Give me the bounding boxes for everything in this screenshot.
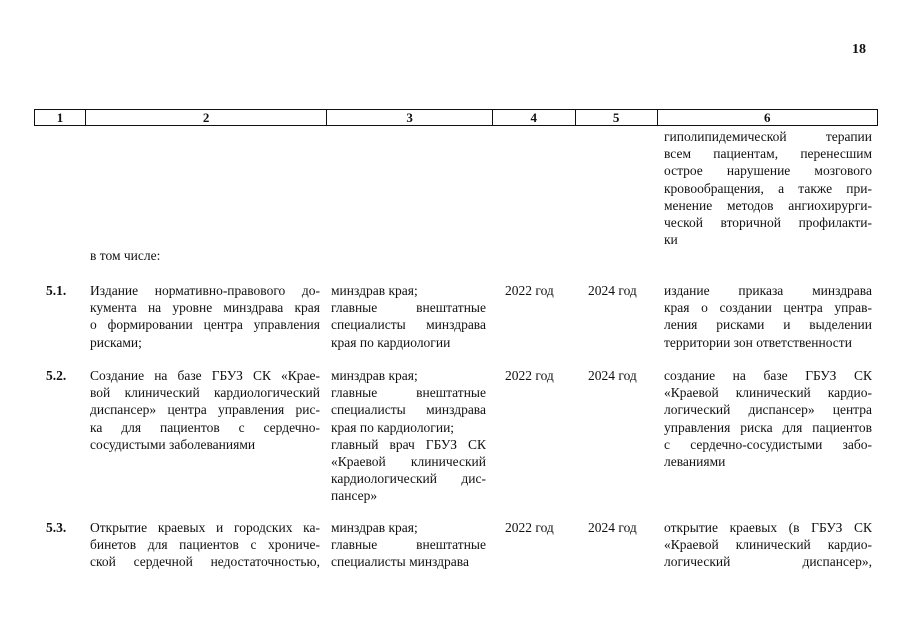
text-line: края по кардиологии (331, 334, 451, 350)
text-line: открытие краевых (в ГБУЗ СК (664, 520, 872, 535)
header-col-5: 5 (576, 110, 658, 125)
executors-cell (331, 519, 486, 571)
text-line: главный врач ГБУЗ СК (331, 436, 486, 452)
text-line: минздрав края; (331, 283, 418, 298)
text-line: кумента на уровне минздрава края (90, 300, 320, 316)
text-line: гиполипидемической терапии (664, 129, 872, 144)
including-label: в том числе: (90, 248, 161, 263)
outcome-cell (664, 519, 872, 571)
text-line: края о создании центра управ- (664, 300, 872, 316)
text-line: «Краевой клинический кардио- (664, 537, 872, 553)
text-line: кардиологический дис- (331, 471, 486, 487)
header-col-1: 1 (35, 110, 86, 125)
text-line: специалисты минздрава (331, 402, 486, 418)
text-line: пансер» (331, 488, 378, 504)
executors-cell (331, 367, 486, 505)
end-year: 2024 год (588, 368, 637, 383)
text-line: ки (664, 232, 678, 248)
page-number: 18 (852, 42, 866, 57)
text-line: края по кардиологии; (331, 419, 455, 435)
text-line: сосудистыми заболеваниями (90, 436, 256, 452)
text-line: о формировании центра управления (90, 317, 320, 333)
text-line: Открытие краевых и городских ка- (90, 520, 320, 535)
start-year: 2022 год (505, 368, 554, 383)
row-number: 5.2. (46, 368, 67, 383)
header-col-6: 6 (764, 110, 771, 125)
outcome-cell (664, 367, 872, 470)
text-line: главные внештатные (331, 537, 486, 553)
header-col-3: 3 (327, 110, 493, 125)
text-line: управления риска для пациентов (664, 419, 872, 435)
text-line: «Краевой клинический кардио- (664, 385, 872, 401)
text-line: с сердечно-сосудистыми забо- (664, 436, 872, 452)
text-line: всем пациентам, перенесшим (664, 146, 872, 162)
header-col-4: 4 (493, 110, 576, 125)
text-line: специалисты минздрава (331, 554, 469, 570)
text-line: кровообращения, а также при- (664, 180, 872, 196)
text-line: «Краевой клинический (331, 454, 486, 470)
text-line: менение методов ангиохирурги- (664, 197, 872, 213)
activity-cell (90, 519, 320, 571)
outcome-cell (664, 282, 872, 351)
text-line: ческой вторичной профилакти- (664, 215, 872, 231)
start-year: 2022 год (505, 283, 554, 298)
text-line: создание на базе ГБУЗ СК (664, 368, 872, 383)
activity-cell (90, 282, 320, 351)
text-line: ской сердечной недостаточностью, (90, 554, 320, 570)
text-line: логический диспансер», (664, 554, 872, 570)
text-line: территории зон ответственности (664, 334, 852, 350)
text-line: логический диспансер» центра (664, 402, 872, 418)
activity-cell (90, 367, 320, 453)
continuation-outcome (664, 128, 872, 248)
text-line: диспансер» центра управления рис- (90, 402, 320, 418)
start-year: 2022 год (505, 520, 554, 535)
text-line: вой клинический кардиологический (90, 385, 320, 401)
text-line: минздрав края; (331, 368, 418, 383)
text-line: ка для пациентов с сердечно- (90, 419, 320, 435)
text-line: издание приказа минздрава (664, 283, 872, 298)
text-line: рисками; (90, 334, 142, 350)
text-line: главные внештатные (331, 385, 486, 401)
executors-cell (331, 282, 486, 351)
text-line: специалисты минздрава (331, 317, 486, 333)
text-line: Издание нормативно-правового до- (90, 283, 320, 298)
text-line: леваниями (664, 454, 726, 470)
end-year: 2024 год (588, 520, 637, 535)
text-line: бинетов для пациентов с хрониче- (90, 537, 320, 553)
text-line: главные внештатные (331, 300, 486, 316)
header-col-2: 2 (86, 110, 327, 125)
row-number: 5.1. (46, 283, 67, 298)
text-line: ления рисками и выделении (664, 317, 872, 333)
row-number: 5.3. (46, 520, 67, 535)
end-year: 2024 год (588, 283, 637, 298)
text-line: минздрав края; (331, 520, 418, 535)
table-header-row (34, 109, 878, 126)
text-line: острое нарушение мозгового (664, 163, 872, 179)
text-line: Создание на базе ГБУЗ СК «Крае- (90, 368, 320, 383)
